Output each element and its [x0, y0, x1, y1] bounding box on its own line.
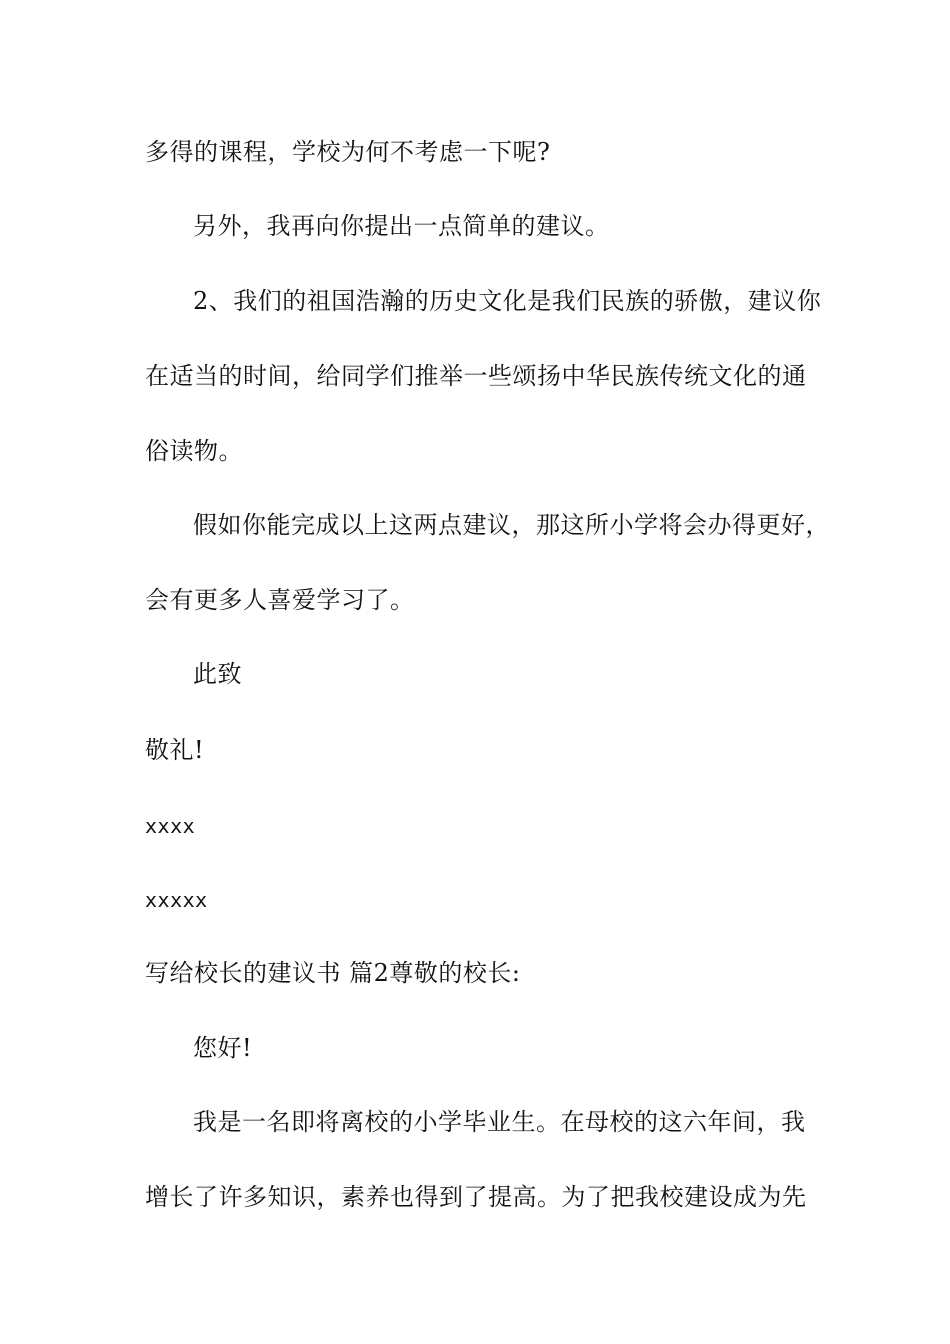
section-heading: 写给校长的建议书 篇2尊敬的校长:	[145, 959, 521, 987]
paragraph-line-4: 在适当的时间，给同学们推举一些颂扬中华民族传统文化的通	[145, 362, 807, 390]
closing-salutation: 此致	[193, 660, 242, 688]
date-placeholder: xxxxx	[145, 888, 208, 912]
paragraph-line-7: 会有更多人喜爱学习了。	[145, 586, 415, 614]
paragraph-line-6: 假如你能完成以上这两点建议，那这所小学将会办得更好，	[193, 511, 830, 539]
closing-regards: 敬礼!	[145, 736, 205, 764]
signature-placeholder: xxxx	[145, 814, 196, 838]
paragraph-line-2: 另外，我再向你提出一点简单的建议。	[193, 212, 610, 240]
paragraph-line-8: 我是一名即将离校的小学毕业生。在母校的这六年间，我	[193, 1108, 806, 1136]
paragraph-line-9: 增长了许多知识，素养也得到了提高。为了把我校建设成为先	[145, 1183, 807, 1211]
greeting: 您好!	[193, 1034, 253, 1062]
paragraph-line-3: 2、我们的祖国浩瀚的历史文化是我们民族的骄傲，建议你	[193, 287, 822, 315]
paragraph-line-5: 俗读物。	[145, 437, 243, 465]
paragraph-line-1: 多得的课程，学校为何不考虑一下呢?	[145, 138, 551, 166]
